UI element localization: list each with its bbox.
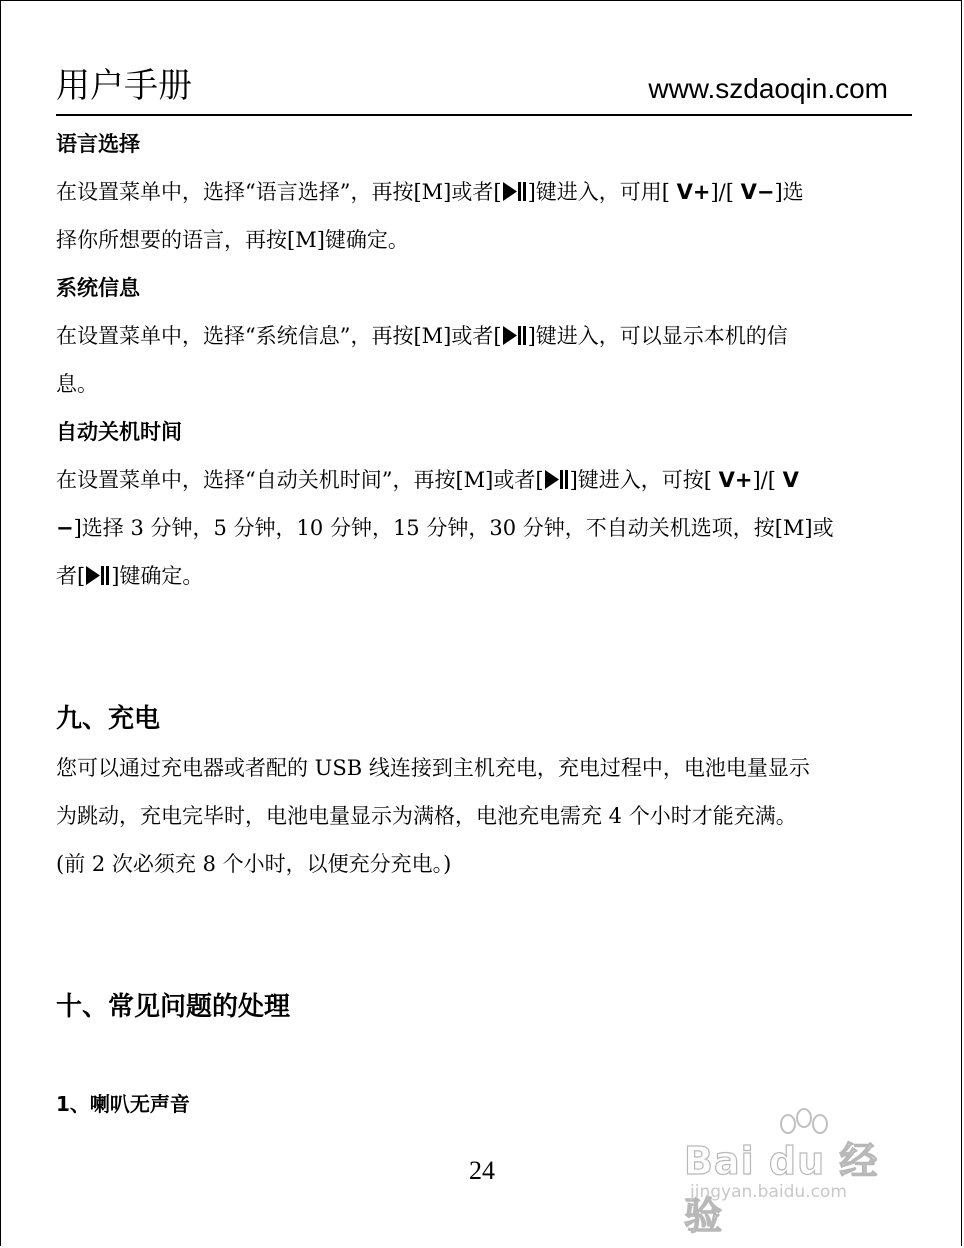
paragraph-line: −]选择 3 分钟，5 分钟，10 分钟，15 分钟，30 分钟，不自动关机选项，按[M]或 [56,516,834,540]
paragraph-line: 在设置菜单中，选择“语言选择”，再按[M]或者[ ]键进入，可用[ V+]/[ V−]选 [56,180,804,204]
page-header [56,62,912,116]
faq-item-speaker-no-sound: 1、喇叭无声音 [56,1092,190,1116]
play-pause-icon [85,565,111,586]
paragraph-line: 在设置菜单中，选择“系统信息”，再按[M]或者[ ]键进入，可以显示本机的信 [56,324,788,348]
paragraph-charging [56,744,908,888]
play-pause-icon [502,181,528,202]
header-title: 用户手册 [56,66,192,106]
paragraph-line: 者[ ]键确定。 [56,564,204,588]
paragraph-line: 择你所想要的语言，再按[M]键确定。 [56,228,409,252]
watermark-text: Bai du 经验 [684,1139,879,1238]
play-pause-icon [544,469,570,490]
paragraph-auto-off [56,456,908,600]
heading-auto-off: 自动关机时间 [56,420,182,444]
paragraph-line: (前 2 次必须充 8 个小时，以便充分充电。) [56,852,452,876]
header-url: www.szdaoqin.com [648,73,888,104]
paragraph-system-info [56,312,908,408]
heading-charging: 九、充电 [56,704,161,734]
paragraph-line: 息。 [56,372,98,396]
paragraph-line: 在设置菜单中，选择“自动关机时间”，再按[M]或者[ ]键进入，可按[ V+]/[ V [56,468,799,492]
baidu-watermark [684,1108,914,1238]
paragraph-line: 为跳动，充电完毕时，电池电量显示为满格，电池充电需充 4 个小时才能充满。 [56,804,797,828]
paragraph-language [56,168,908,264]
page-number: 24 [469,1156,495,1185]
watermark-url: jingyan.baidu.com [690,1182,847,1202]
heading-language: 语言选择 [56,132,140,156]
heading-system-info: 系统信息 [56,276,140,300]
paragraph-line: 您可以通过充电器或者配的 USB 线连接到主机充电，充电过程中，电池电量显示 [56,756,810,780]
play-pause-icon [502,325,528,346]
heading-faq: 十、常见问题的处理 [56,992,291,1022]
